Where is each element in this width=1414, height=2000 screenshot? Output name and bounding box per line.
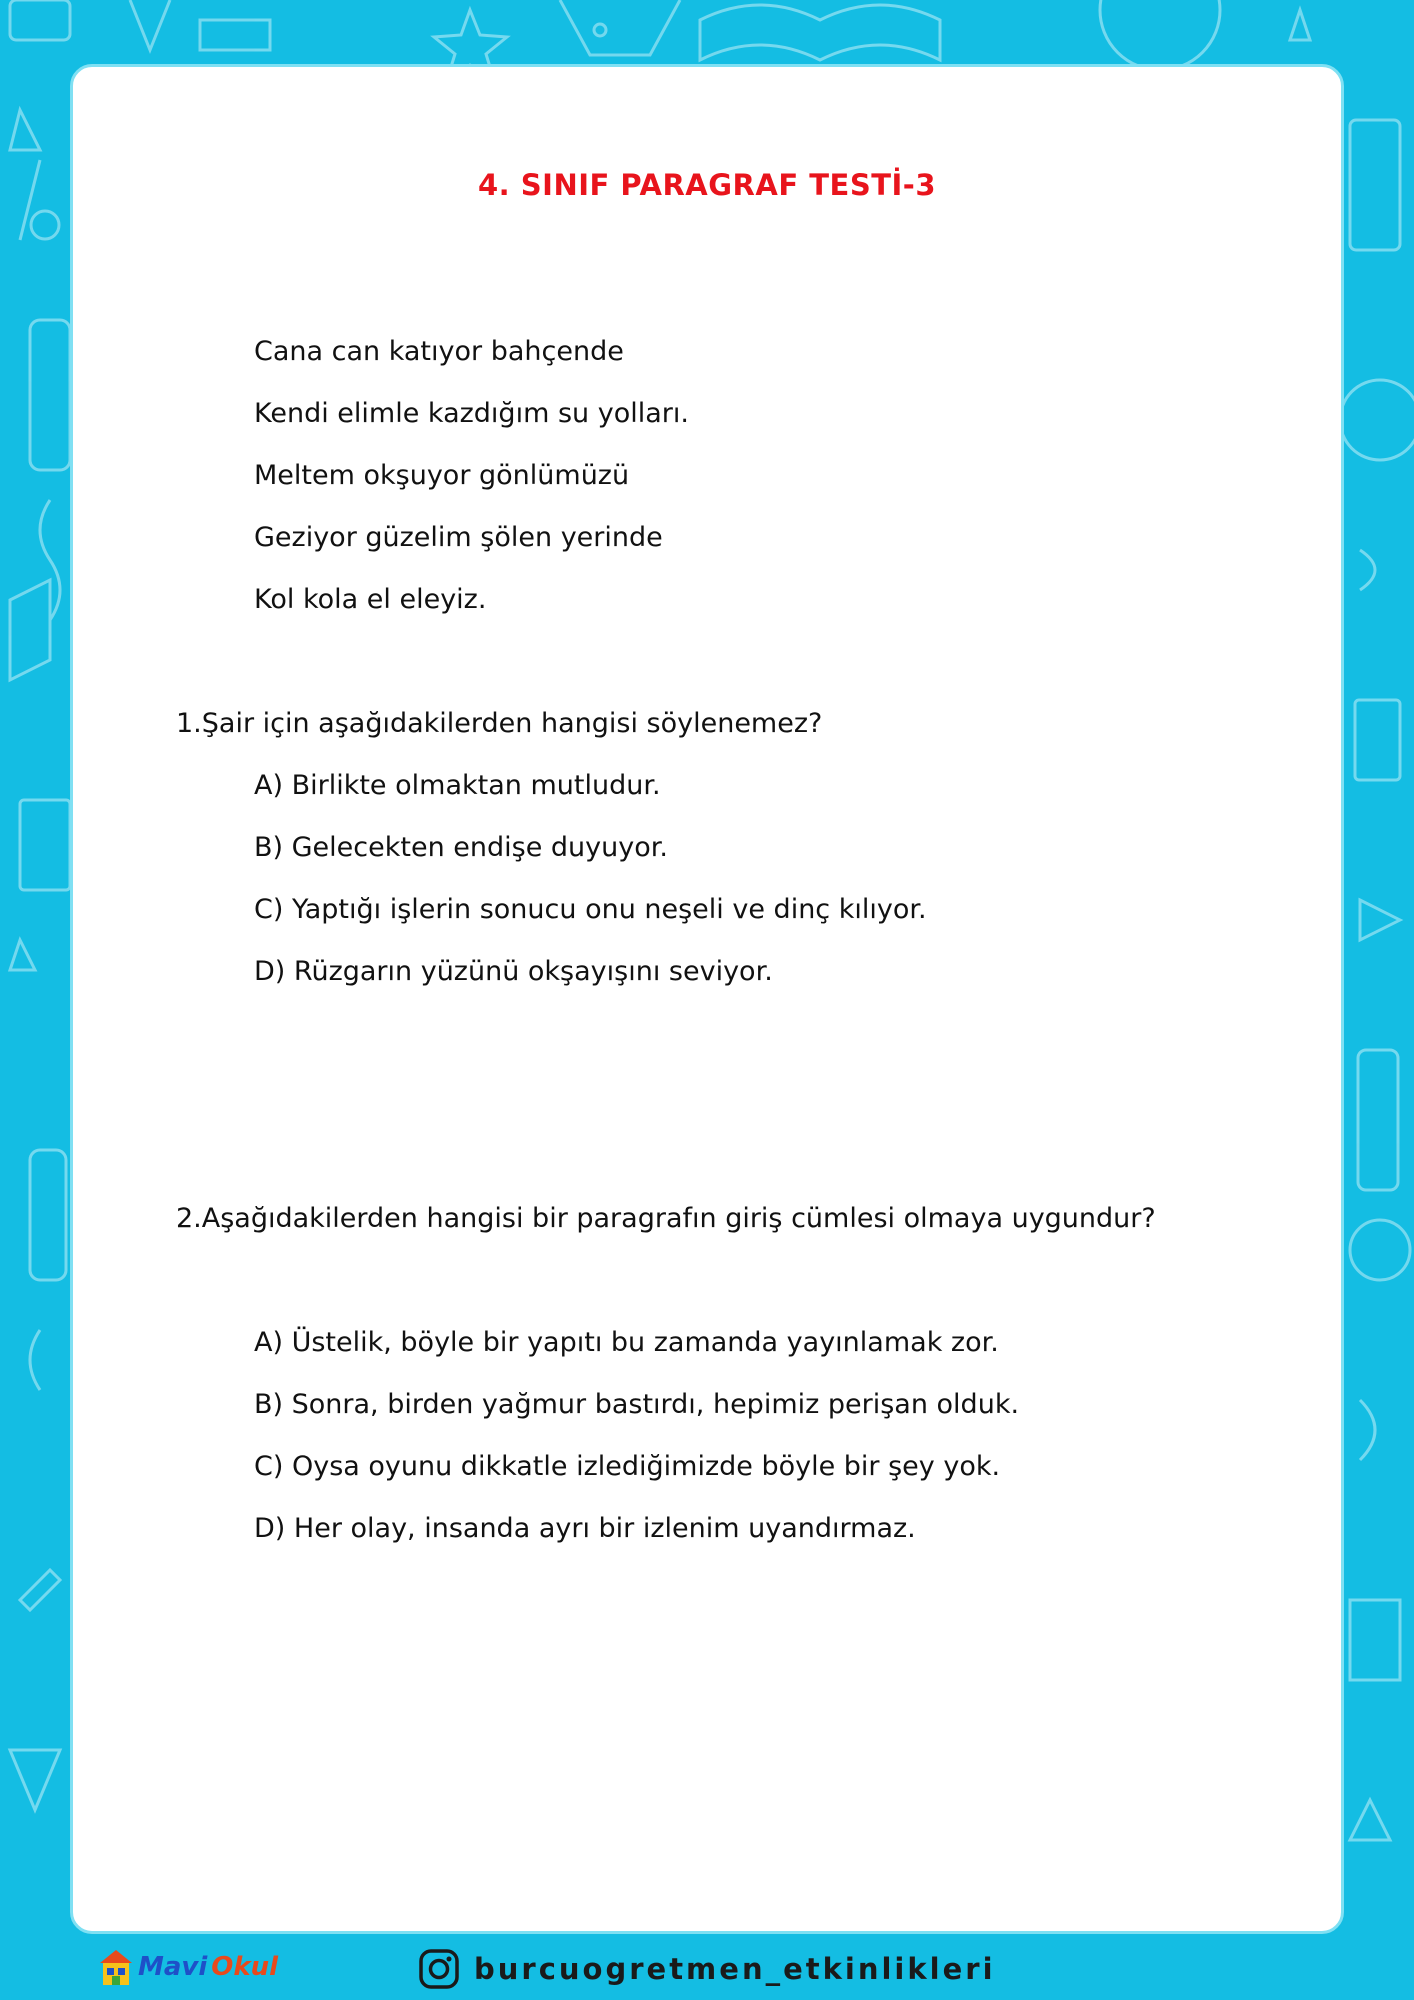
instagram-icon <box>418 1948 460 1990</box>
mavi-okul-logo <box>98 1944 278 1990</box>
question-1-options <box>254 766 927 1014</box>
question-2-options <box>254 1323 1019 1571</box>
poem-line: Geziyor güzelim şölen yerinde <box>254 522 663 553</box>
question-2-option-a[interactable]: A) Üstelik, böyle bir yapıtı bu zamanda yayınlamak zor. <box>254 1327 999 1358</box>
question-1-option-a[interactable]: A) Birlikte olmaktan mutludur. <box>254 770 661 801</box>
question-2-text: 2.Aşağıdakilerden hangisi bir paragrafın giriş cümlesi olmaya uygundur? <box>176 1203 1156 1234</box>
question-1-option-b[interactable]: B) Gelecekten endişe duyuyor. <box>254 832 668 863</box>
question-1-option-c[interactable]: C) Yaptığı işlerin sonucu onu neşeli ve dinç kılıyor. <box>254 894 927 925</box>
poem-line: Meltem okşuyor gönlümüzü <box>254 460 630 491</box>
question-2-option-b[interactable]: B) Sonra, birden yağmur bastırdı, hepimiz perişan olduk. <box>254 1389 1020 1420</box>
question-2-option-c[interactable]: C) Oysa oyunu dikkatle izlediğimizde böyle bir şey yok. <box>254 1451 1001 1482</box>
logo-text-okul: Okul <box>211 1952 279 1982</box>
school-house-icon <box>98 1947 134 1987</box>
worksheet-title: 4. SINIF PARAGRAF TESTİ-3 <box>478 168 936 202</box>
question-1-option-d[interactable]: D) Rüzgarın yüzünü okşayışını seviyor. <box>254 956 773 987</box>
instagram-credit <box>418 1946 996 1992</box>
question-1-text: 1.Şair için aşağıdakilerden hangisi söylenemez? <box>176 708 823 739</box>
logo-text-mavi: Mavi <box>138 1952 208 1982</box>
poem-line: Kol kola el eleyiz. <box>254 584 487 615</box>
question-2-option-d[interactable]: D) Her olay, insanda ayrı bir izlenim uyandırmaz. <box>254 1513 916 1544</box>
poem-line: Cana can katıyor bahçende <box>254 336 624 367</box>
poem-line: Kendi elimle kazdığım su yolları. <box>254 398 689 429</box>
poem <box>254 332 689 642</box>
instagram-handle: burcuogretmen_etkinlikleri <box>474 1952 996 1986</box>
